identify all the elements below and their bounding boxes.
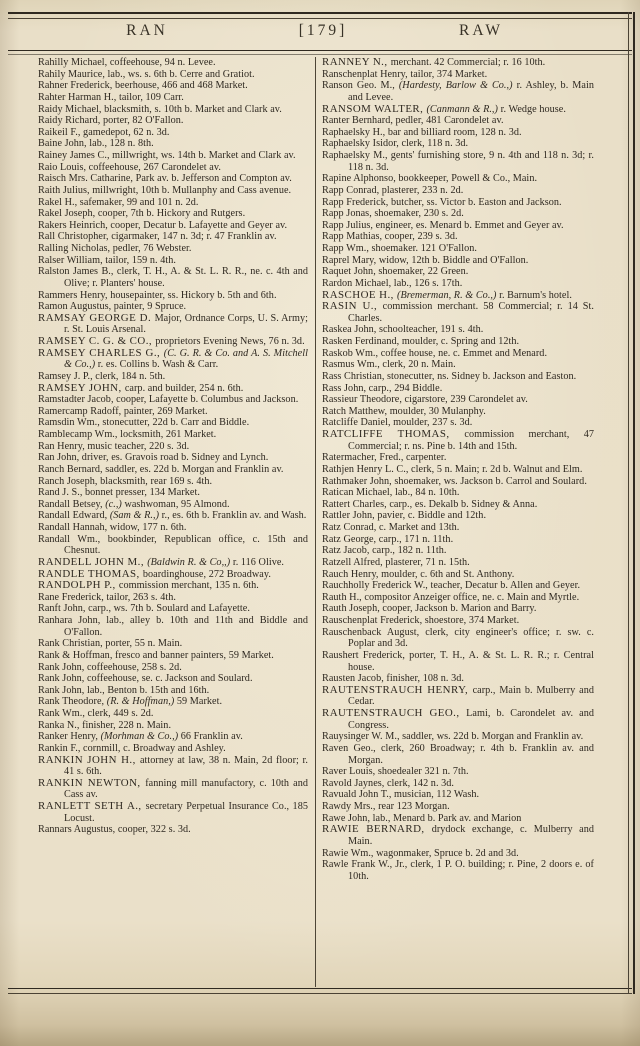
- left-column: [38, 57, 308, 987]
- directory-entry: [322, 394, 594, 406]
- entry-text: Rank & Hoffman, fresco and banner painters, 59 Market.: [38, 649, 274, 661]
- entry-text: Rank John, lab., Benton b. 15th and 16th.: [38, 684, 210, 696]
- directory-entry: [38, 313, 308, 336]
- directory-entry: [38, 69, 308, 81]
- directory-entry: [322, 801, 594, 813]
- entry-text: Rathjen Henry L. C., clerk, 5 n. Main; r. 2d b. Walnut and Elm.: [322, 463, 583, 475]
- directory-entry: [38, 662, 308, 674]
- directory-entry: [38, 104, 308, 116]
- entry-text: Raquet John, shoemaker, 22 Green.: [322, 266, 469, 278]
- entry-text: Rapp Julius, engineer, es. Menard b. Emmet and Geyer av.: [322, 219, 564, 231]
- directory-entry: [322, 615, 594, 627]
- entry-text: Ravuald John T., musician, 112 Wash.: [322, 789, 480, 801]
- entry-text: Rawie Wm., wagonmaker, Spruce b. 2d and 3d.: [322, 847, 519, 859]
- entry-text: r. Barnum's hotel.: [499, 289, 572, 301]
- directory-entry: [322, 545, 594, 557]
- entry-text: Rakel H., safemaker, 99 and 101 n. 2d.: [38, 196, 199, 208]
- entry-name-caps: RANDLE THOMAS,: [38, 567, 143, 580]
- entry-text: Raisch Mrs. Catharine, Park av. b. Jefferson and Compton av.: [38, 173, 292, 185]
- directory-entry: [322, 301, 594, 324]
- entry-text: Ratch Matthew, moulder, 30 Mulanphy.: [322, 405, 486, 417]
- entry-text: Rawle Frank W., Jr., clerk, 1 P. O. building; r. Pine, 2 doors e. of 10th.: [322, 859, 594, 882]
- directory-entry: [322, 324, 594, 336]
- directory-entry: [322, 371, 594, 383]
- directory-entry: [38, 522, 308, 534]
- entry-firm-italic: (R. & Hoffman,): [106, 696, 177, 708]
- directory-entry: [322, 859, 594, 882]
- entry-text: Rausten Jacob, finisher, 108 n. 3d.: [322, 673, 464, 685]
- entry-text: Rahilly Michael, coffeehouse, 94 n. Levee.: [38, 57, 216, 68]
- entry-text: Rakers Heinrich, cooper, Decatur b. Lafayette and Geyer av.: [38, 219, 288, 231]
- directory-entry: [38, 592, 308, 604]
- directory-entry: [38, 510, 308, 522]
- entry-firm-italic: (c.,): [105, 498, 125, 510]
- entry-text: proprietors Evening News, 76 n. 3d.: [155, 336, 305, 347]
- entry-name-caps: RAWIE BERNARD,: [322, 823, 432, 836]
- entry-name-caps: RAUTENSTRAUCH HENRY,: [322, 683, 473, 696]
- directory-entry: [322, 743, 594, 766]
- directory-entry: [38, 708, 308, 720]
- entry-text: Ratz Conrad, c. Market and 13th.: [322, 522, 460, 533]
- directory-entry: [322, 603, 594, 615]
- directory-entry: [322, 650, 594, 673]
- directory-entry: [38, 755, 308, 778]
- entry-text: Ratermacher, Fred., carpenter.: [322, 452, 447, 464]
- entry-name-caps: RASIN U.,: [322, 300, 383, 313]
- directory-entry: [322, 685, 594, 708]
- directory-entry: [38, 255, 308, 267]
- entry-text: Ramsdin Wm., stonecutter, 22d b. Carr and Biddle.: [38, 417, 250, 429]
- directory-entry: [38, 499, 308, 511]
- entry-text: Lami, b. Carondelet av. and Congress.: [348, 708, 594, 731]
- entry-text: Rauschenback August, clerk, city engineer's office; r. sw. c. Poplar and 3d.: [322, 626, 594, 650]
- directory-entry: [322, 266, 594, 278]
- entry-firm-italic: (Sam & R.,): [109, 510, 162, 522]
- entry-text: Ralser William, tailor, 159 n. 4th.: [38, 254, 176, 266]
- entry-text: Ranter Bernhard, pedler, 481 Carondelet av.: [322, 115, 504, 127]
- directory-entry: [38, 394, 308, 406]
- directory-entry: [38, 685, 308, 697]
- directory-entry: [322, 231, 594, 243]
- entry-name-caps: RANDOLPH P.,: [38, 579, 119, 592]
- directory-entry: [38, 197, 308, 209]
- directory-entry: [322, 255, 594, 267]
- page-header: [0, 22, 640, 46]
- entry-text: Ran Henry, music teacher, 220 s. 3d.: [38, 440, 190, 452]
- entry-text: Rapp Conrad, plasterer, 233 n. 2d.: [322, 184, 464, 196]
- entry-text: r. es. Collins b. Wash & Carr.: [97, 359, 219, 371]
- entry-text: Raphaelsky H., bar and billiard room, 128 n. 3d.: [322, 126, 522, 138]
- right-edge-rule: [628, 12, 635, 994]
- entry-text: Raphaelsky Isidor, clerk, 118 n. 3d.: [322, 138, 469, 150]
- directory-entry: [38, 778, 308, 801]
- entry-text: Rassieur Theodore, cigarstore, 239 Carondelet av.: [322, 394, 528, 406]
- entry-text: boardinghouse, 272 Broadway.: [142, 568, 271, 580]
- entry-text: r. 116 Olive.: [232, 556, 285, 568]
- entry-text: Ramblecamp Wm., locksmith, 261 Market.: [38, 429, 217, 440]
- directory-entry: [322, 127, 594, 139]
- directory-entry: [322, 336, 594, 348]
- directory-entry: [322, 220, 594, 232]
- directory-entry: [322, 766, 594, 778]
- entry-text: Ranschenplat Henry, tailor, 374 Market.: [322, 68, 488, 80]
- entry-name-caps: RAMSEY C. G. & CO.,: [38, 335, 156, 347]
- entry-text: Rass Christian, stonecutter, ns. Sidney b. Jackson and Easton.: [322, 370, 577, 382]
- entry-text: Raprel Mary, widow, 12th b. Biddle and O'Fallon.: [322, 254, 529, 266]
- directory-entry: [322, 569, 594, 581]
- directory-entry: [322, 150, 594, 173]
- entry-text: Rapine Alphonso, bookkeeper, Powell & Co., Main.: [322, 173, 538, 185]
- entry-text: Rapp Frederick, butcher, ss. Victor b. Easton and Jackson.: [322, 196, 562, 208]
- directory-entry: [322, 80, 594, 103]
- entry-text: Rapp Wm., shoemaker. 121 O'Fallon.: [322, 243, 478, 254]
- entry-text: Rammers Henry, housepainter, ss. Hickory b. 5th and 6th.: [38, 289, 277, 301]
- directory-entry: [38, 243, 308, 255]
- directory-entry: [38, 80, 308, 92]
- entry-text: Rauch Henry, moulder, c. 6th and St. Anthony.: [322, 568, 515, 580]
- directory-entry: [322, 510, 594, 522]
- right-column: [322, 57, 594, 987]
- directory-entry: [322, 348, 594, 360]
- entry-text: 66 Franklin av.: [180, 731, 243, 743]
- directory-entry: [38, 487, 308, 499]
- header-rule: [8, 50, 632, 55]
- header-left-range: RAN: [126, 22, 168, 39]
- directory-entry: [38, 138, 308, 150]
- entry-text: r., es. 6th b. Franklin av. and Wash.: [161, 510, 307, 522]
- directory-entry: [38, 603, 308, 615]
- entry-text: Raphaelsky M., gents' furnishing store, 9 n. 4th and 118 n. 3d; r. 118 n. 3d.: [322, 150, 594, 173]
- entry-text: Ravold Jaynes, clerk, 142 n. 3d.: [322, 777, 455, 789]
- entry-text: Rahily Maurice, lab., ws. s. 6th b. Cerre and Gratiot.: [38, 68, 255, 80]
- directory-entry: [322, 138, 594, 150]
- directory-entry: [322, 708, 594, 731]
- entry-text: washwoman, 95 Almond.: [124, 498, 230, 510]
- directory-entry: [38, 476, 308, 488]
- entry-text: Randall Wm., bookbinder, Republican office, c. 15th and Chesnut.: [38, 533, 308, 557]
- directory-entry: [38, 417, 308, 429]
- directory-entry: [38, 115, 308, 127]
- directory-entry: [38, 173, 308, 185]
- entry-text: Ranch Joseph, blacksmith, rear 169 s. 4th.: [38, 475, 213, 487]
- directory-entry: [38, 162, 308, 174]
- entry-name-caps: RAMSEY JOHN,: [38, 381, 125, 394]
- directory-entry: [322, 848, 594, 860]
- entry-text: Ranhara John, lab., alley b. 10th and 11th and Biddle and O'Fallon.: [38, 615, 308, 638]
- entry-text: Rand J. S., bonnet presser, 134 Market.: [38, 487, 200, 499]
- entry-text: Rauth H., compositor Anzeiger office, ne. c. Main and Myrtle.: [322, 591, 580, 603]
- entry-name-caps: RANSOM WALTER,: [322, 102, 427, 115]
- entry-name-caps: RAMSEY CHARLES G.,: [38, 346, 164, 359]
- column-divider-rule: [315, 57, 316, 987]
- entry-firm-italic: (Morhman & Co.,): [100, 731, 181, 743]
- entry-text: Rankin F., cornmill, c. Broadway and Ashley.: [38, 742, 226, 754]
- directory-entry: [38, 150, 308, 162]
- directory-entry: [322, 429, 594, 452]
- entry-text: Ramstadter Jacob, cooper, Lafayette b. Columbus and Jackson.: [38, 394, 299, 406]
- entry-text: Rapp Mathias, cooper, 239 s. 3d.: [322, 231, 458, 243]
- entry-text: Baine John, lab., 128 n. 8th.: [38, 138, 154, 150]
- entry-text: Rauschenplat Frederick, shoestore, 374 Market.: [322, 615, 520, 626]
- entry-name-caps: RANKIN JOHN H.,: [38, 753, 140, 766]
- entry-name-caps: RATCLIFFE THOMAS,: [322, 428, 465, 440]
- directory-entry: [322, 522, 594, 534]
- directory-entry: [322, 557, 594, 569]
- entry-text: Rawe John, lab., Menard b. Park av. and Marion: [322, 812, 522, 824]
- directory-entry: [322, 580, 594, 592]
- directory-entry: [38, 220, 308, 232]
- directory-entry: [322, 173, 594, 185]
- entry-text: 59 Market.: [176, 696, 223, 708]
- directory-entry: [322, 57, 594, 69]
- entry-text: commission merchant. 58 Commercial; r. 14 St. Charles.: [348, 301, 594, 324]
- directory-entry: [38, 406, 308, 418]
- entry-text: Rank John, coffeehouse, se. c. Jackson and Soulard.: [38, 673, 253, 685]
- entry-text: Rasmus Wm., clerk, 20 n. Main.: [322, 359, 456, 371]
- directory-entry: [38, 650, 308, 662]
- entry-text: Rauysinger W. M., saddler, ws. 22d b. Morgan and Franklin av.: [322, 731, 584, 743]
- entry-text: Rathmaker John, shoemaker, ws. Jackson b. Carrol and Soulard.: [322, 475, 587, 487]
- directory-entry: [322, 789, 594, 801]
- entry-text: Ranson Geo. M.,: [322, 80, 399, 92]
- entry-text: Rasken Ferdinand, moulder, c. Spring and 12th.: [322, 336, 520, 347]
- entry-firm-italic: (Bremerman, R. & Co.,): [397, 289, 500, 301]
- directory-entry: [38, 208, 308, 220]
- directory-entry: [38, 231, 308, 243]
- entry-text: Rapp Jonas, shoemaker, 230 s. 2d.: [322, 208, 464, 220]
- entry-name-caps: RANLETT SETH A.,: [38, 800, 146, 812]
- entry-text: Raskob Wm., coffee house, ne. c. Emmet and Menard.: [322, 347, 548, 359]
- entry-text: Rattert Charles, carp., es. Dekalb b. Sidney & Anna.: [322, 498, 538, 510]
- header-right-range: RAW: [459, 22, 503, 39]
- entry-text: Ratz Jacob, carp., 182 n. 11th.: [322, 545, 447, 557]
- entry-text: Rattler John, pavier, c. Biddle and 12th.: [322, 510, 487, 522]
- entry-text: Raith Julius, millwright, 10th b. Mullanphy and Cass avenue.: [38, 184, 292, 196]
- directory-entry: [38, 615, 308, 638]
- directory-entry: [322, 476, 594, 488]
- entry-text: Raven Geo., clerk, 260 Broadway; r. 4th b. Franklin av. and Morgan.: [322, 742, 594, 766]
- entry-text: Ranft John, carp., ws. 7th b. Soulard and Lafayette.: [38, 603, 250, 615]
- entry-text: Rank Wm., clerk, 449 s. 2d.: [38, 708, 154, 719]
- entry-text: Ralston James B., clerk, T. H., A. & St. L. R. R., ne. c. 4th and Olive; r. Planters' house.: [38, 266, 308, 289]
- directory-entry: [38, 127, 308, 139]
- entry-text: carp. and builder, 254 n. 6th.: [124, 382, 244, 394]
- entry-name-caps: RAMSAY GEORGE D.: [38, 311, 155, 324]
- entry-text: attorney at law, 38 n. Main, 2d floor; r. 41 s. 6th.: [64, 754, 308, 778]
- entry-text: Raver Louis, shoedealer 321 n. 7th.: [322, 766, 469, 778]
- directory-entry: [38, 720, 308, 732]
- entry-text: fanning mill manufactory, c. 10th and Cass av.: [64, 777, 308, 801]
- directory-entry: [38, 57, 308, 69]
- directory-columns: [38, 57, 606, 987]
- entry-text: Rahner Frederick, beerhouse, 466 and 468 Market.: [38, 80, 248, 92]
- entry-text: Ratz George, carp., 171 n. 11th.: [322, 533, 454, 545]
- directory-entry: [322, 778, 594, 790]
- entry-name-caps: RANNEY N.,: [322, 57, 391, 68]
- entry-text: Rank Christian, porter, 55 n. Main.: [38, 638, 183, 650]
- entry-text: secretary Perpetual Insurance Co., 185 Locust.: [64, 801, 308, 824]
- directory-entry: [38, 348, 308, 371]
- directory-entry: [322, 115, 594, 127]
- directory-entry: [38, 441, 308, 453]
- entry-text: Ranka N., finisher, 228 n. Main.: [38, 719, 172, 731]
- entry-text: Ramon Augustus, painter, 9 Spruce.: [38, 301, 187, 313]
- directory-entry: [38, 801, 308, 824]
- directory-entry: [322, 534, 594, 546]
- directory-entry: [38, 673, 308, 685]
- directory-entry: [322, 208, 594, 220]
- entry-text: r. Wedge house.: [500, 103, 566, 115]
- directory-entry: [38, 383, 308, 395]
- directory-entry: [322, 824, 594, 847]
- directory-entry: [38, 266, 308, 289]
- entry-text: commission merchant, 135 n. 6th.: [118, 580, 259, 592]
- entry-text: Ranker Henry,: [38, 731, 101, 743]
- entry-text: Rahter Harman H., tailor, 109 Carr.: [38, 91, 184, 103]
- top-double-rule: [8, 12, 632, 19]
- directory-entry: [322, 383, 594, 395]
- directory-entry: [322, 104, 594, 116]
- entry-text: drydock exchange, c. Mulberry and Main.: [348, 824, 594, 847]
- directory-entry: [38, 452, 308, 464]
- directory-entry: [38, 731, 308, 743]
- entry-text: carp., Main b. Mulberry and Cedar.: [348, 684, 594, 708]
- entry-text: commission merchant, 47 Commercial; r. ns. Pine b. 14th and 15th.: [348, 429, 594, 452]
- entry-text: Ratican Michael, lab., 84 n. 10th.: [322, 487, 460, 499]
- entry-text: Rawdy Mrs., rear 123 Morgan.: [322, 801, 450, 812]
- directory-entry: [38, 464, 308, 476]
- directory-entry: [38, 185, 308, 197]
- entry-text: Rardon Michael, lab., 126 s. 17th.: [322, 277, 463, 289]
- entry-text: Rass John, carp., 294 Biddle.: [322, 382, 443, 394]
- entry-text: Rakel Joseph, cooper, 7th b. Hickory and Rutgers.: [38, 208, 246, 220]
- directory-entry: [322, 69, 594, 81]
- directory-entry: [322, 592, 594, 604]
- entry-text: Ramercamp Radoff, painter, 269 Market.: [38, 405, 208, 417]
- entry-text: Rannars Augustus, cooper, 322 s. 3d.: [38, 824, 191, 836]
- directory-entry: [38, 696, 308, 708]
- entry-text: Rainey James C., millwright, ws. 14th b. Market and Clark av.: [38, 150, 296, 161]
- directory-entry: [322, 197, 594, 209]
- entry-text: Rall Christopher, cigarmaker, 147 n. 3d; r. 47 Franklin av.: [38, 231, 277, 243]
- entry-firm-italic: (Baldwin R. & Co,,): [147, 556, 233, 568]
- entry-text: Raskea John, schoolteacher, 191 s. 4th.: [322, 324, 484, 336]
- entry-name-caps: RAUTENSTRAUCH GEO.,: [322, 707, 467, 719]
- directory-entry: [322, 243, 594, 255]
- directory-entry: [322, 406, 594, 418]
- directory-entry: [322, 464, 594, 476]
- directory-entry: [322, 731, 594, 743]
- directory-entry: [322, 499, 594, 511]
- header-page-number: [179]: [298, 22, 348, 39]
- entry-text: Ralling Nicholas, pedler, 76 Webster.: [38, 243, 192, 254]
- directory-entry: [322, 627, 594, 650]
- directory-entry: [38, 824, 308, 836]
- directory-entry: [38, 429, 308, 441]
- entry-text: Rauchholly Frederick W., teacher, Decatur b. Allen and Geyer.: [322, 580, 581, 592]
- entry-text: Raio Louis, coffeehouse, 267 Carondelet av.: [38, 161, 221, 173]
- entry-firm-italic: (Hardesty, Barlow & Co.,): [398, 80, 517, 92]
- entry-text: Raidy Michael, blacksmith, s. 10th b. Market and Clark av.: [38, 103, 282, 115]
- entry-text: Randall Edward,: [38, 510, 110, 522]
- entry-text: merchant. 42 Commercial; r. 16 10th.: [390, 57, 546, 68]
- entry-text: Rane Frederick, tailor, 263 s. 4th.: [38, 591, 176, 603]
- entry-firm-italic: (C. G. R. & Co. and A. S. Mitchell & Co.,): [64, 347, 308, 371]
- entry-text: Randall Betsey,: [38, 498, 106, 510]
- directory-entry: [38, 290, 308, 302]
- directory-entry: [322, 452, 594, 464]
- entry-name-caps: RASCHOE H.,: [322, 288, 397, 301]
- entry-text: Raushert Frederick, porter, T. H., A. & St. L. R. R.; r. Central house.: [322, 649, 594, 673]
- entry-name-caps: RANDELL JOHN M.,: [38, 555, 148, 568]
- entry-name-caps: RANKIN NEWTON,: [38, 776, 146, 789]
- entry-text: Rank Theodore,: [38, 696, 107, 708]
- directory-entry: [38, 580, 308, 592]
- entry-text: Raikeil F., gamedepot, 62 n. 3d.: [38, 126, 170, 138]
- directory-entry: [322, 359, 594, 371]
- directory-entry: [322, 487, 594, 499]
- entry-text: Ramsey J. P., clerk, 184 n. 5th.: [38, 370, 166, 382]
- entry-text: Raidy Richard, porter, 82 O'Fallon.: [38, 115, 184, 127]
- entry-text: r. Ashley, b. Main and Levee.: [348, 80, 594, 103]
- directory-entry: [38, 534, 308, 557]
- entry-text: Ranch Bernard, saddler, es. 22d b. Morgan and Franklin av.: [38, 463, 284, 475]
- directory-entry: [38, 638, 308, 650]
- directory-entry: [322, 185, 594, 197]
- entry-firm-italic: (Canmann & R.,): [426, 103, 501, 115]
- directory-entry: [38, 92, 308, 104]
- entry-text: Ran John, driver, es. Gravois road b. Sidney and Lynch.: [38, 452, 269, 464]
- entry-text: Randall Hannah, widow, 177 n. 6th.: [38, 522, 187, 533]
- entry-text: Ratcliffe Daniel, moulder, 237 s. 3d.: [322, 417, 473, 429]
- entry-text: Ratzell Alfred, plasterer, 71 n. 15th.: [322, 556, 470, 568]
- entry-text: Major, Ordnance Corps, U. S. Army; r. St. Louis Arsenal.: [64, 312, 308, 336]
- entry-text: Rank John, coffeehouse, 258 s. 2d.: [38, 661, 182, 673]
- bottom-double-rule: [8, 988, 632, 994]
- entry-text: Rauth Joseph, cooper, Jackson b. Marion and Barry.: [322, 603, 537, 615]
